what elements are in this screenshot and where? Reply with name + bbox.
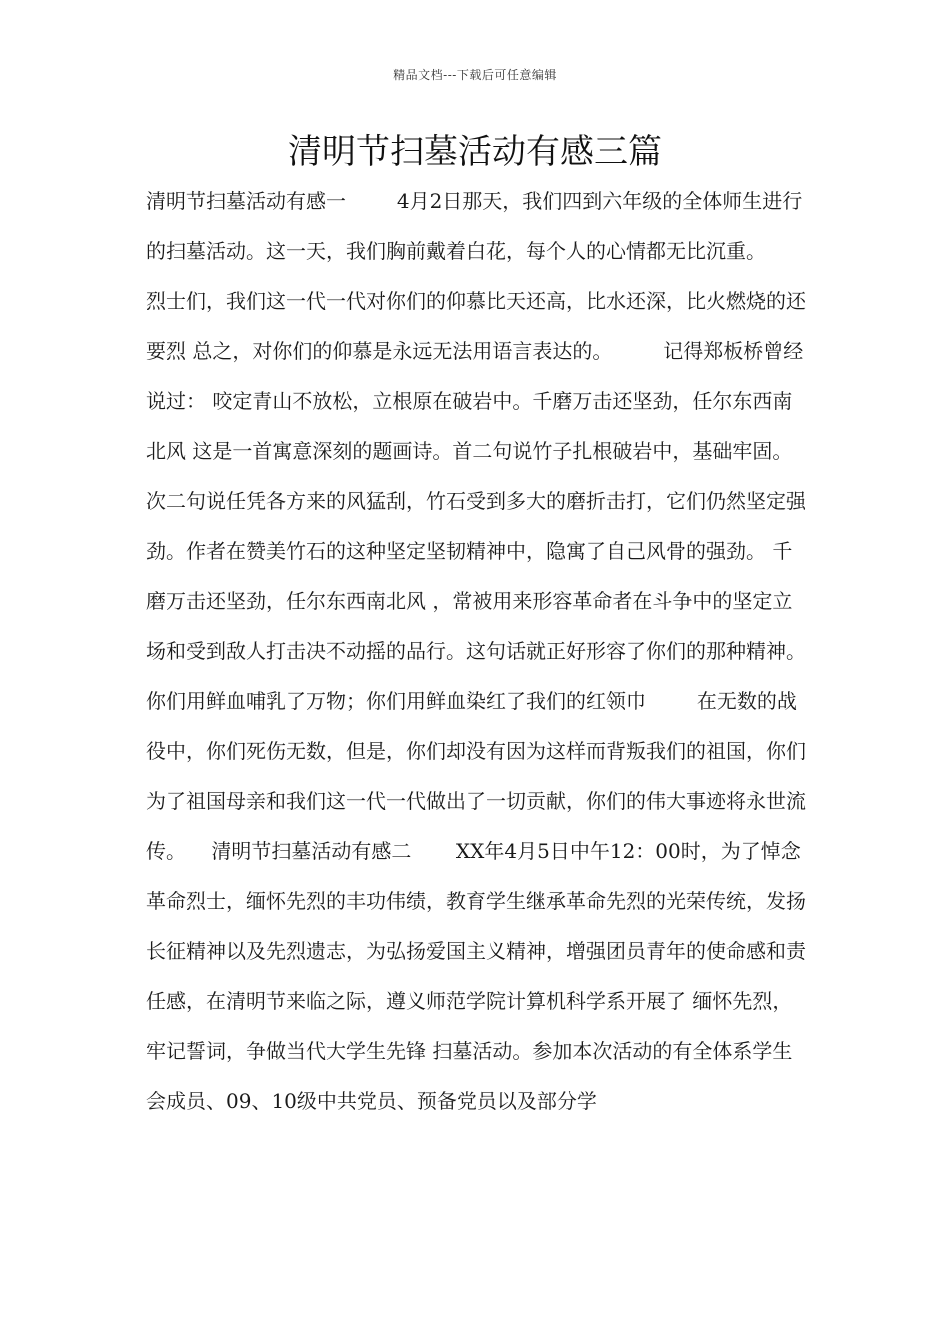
document-body: 清明节扫墓活动有感一 4月2日那天，我们四到六年级的全体师生进行的扫墓活动。这一天，我们胸前戴着白花，每个人的心情都无比沉重。 烈士们，我们这一代一代对你们的仰慕比天还高，比水还深，比火燃烧的还要烈 总之，对你们的仰慕是永远无法用语言表达的。 记得郑板桥曾经说过： 咬定青山不放松，立根原在破岩中。千磨万击还坚劲，任尔东西南北风 这是一首寓意深刻的题画诗。首二句说竹子扎根破岩中，基础牢固。次二句说任凭各方来的风猛刮，竹石受到多大的磨折击打，它们仍然坚定强劲。作者在赞美竹石的这种坚定坚韧精神中，隐寓了自己风骨的强劲。 千磨万击还坚劲，任尔东西南北风 ，常被用来形容革命者在斗争中的坚定立场和受到敌人打击决不动摇的品行。这句话就正好形容了你们的那种精神。你们用鲜血哺乳了万物；你们用鲜血染红了我们的红领巾 在无数的战役中，你们死伤无数，但是，你们却没有因为这样而背叛我们的祖国，你们为了祖国母亲和我们这一代一代做出了一切贡献，你们的伟大事迹将永世流传。 清明节扫墓活动有感二 XX年4月5日中午12：00时，为了悼念革命烈士，缅怀先烈的丰功伟绩，教育学生继承革命先烈的光荣传统，发扬长征精神以及先烈遗志，为弘扬爱国主义精神，增强团员青年的使命感和责任感，在清明节来临之际，遵义师范学院计算机科学系开展了 缅怀先烈，牢记誓词，争做当代大学生先锋 扫墓活动。参加本次活动的有全体系学生会成员、09、10级中共党员、预备党员以及部分学 xyxy=(146,189,817,1113)
header-note: 精品文档---下载后可任意编辑 xyxy=(393,68,557,82)
document-title: 清明节扫墓活动有感三篇 xyxy=(288,132,662,172)
